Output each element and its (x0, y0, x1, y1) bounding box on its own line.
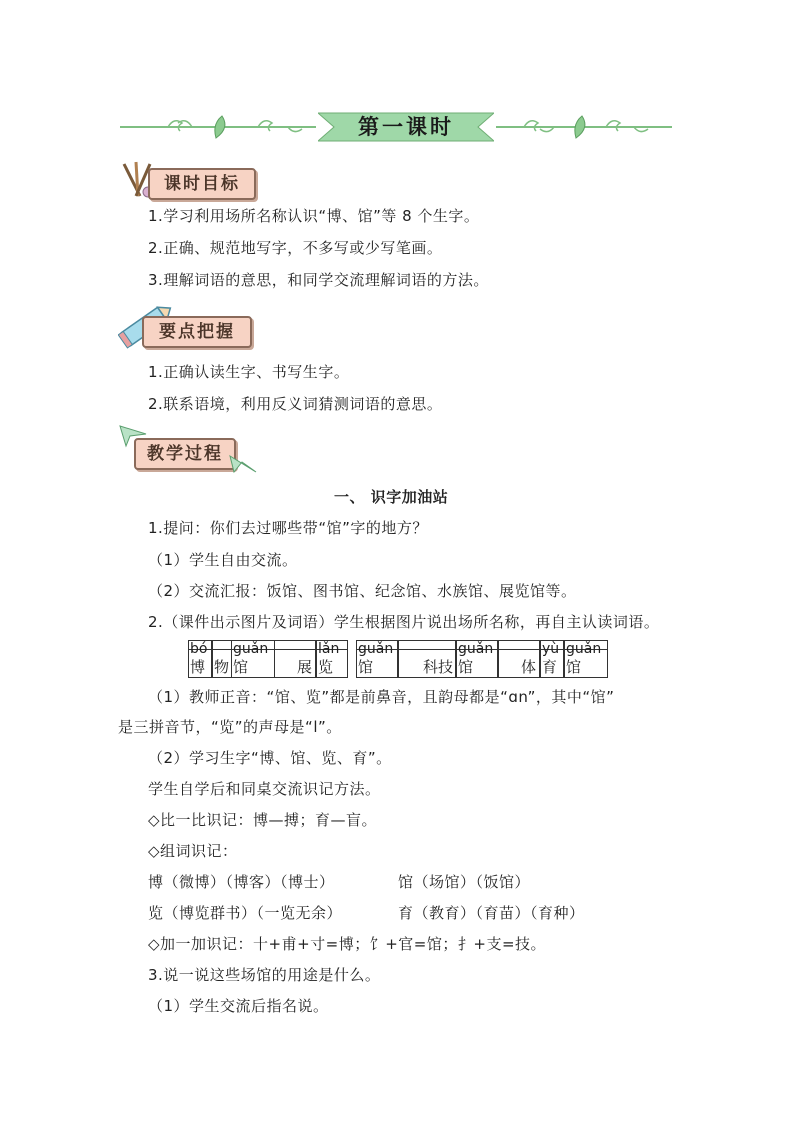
hanzi-text: 馆 (458, 658, 474, 676)
goal-line: 1.学习利用场所名称认识“博、馆”等 8 个生字。 (148, 207, 480, 225)
pinyin-text: guǎn (233, 641, 269, 657)
section-tag-goals: 课时目标 (148, 168, 256, 200)
pinyin-box (316, 640, 348, 678)
pinyin-box (212, 640, 232, 678)
goal-line: 3.理解词语的意思，和同学交流理解词语的方法。 (148, 271, 489, 289)
body-line: 学生自学后和同桌交流识记方法。 (148, 780, 381, 798)
body-line: ◇加一加识记：十+甫+寸=博；饣+官=馆；扌+支=技。 (148, 935, 547, 953)
hanzi-text: 科技 (423, 658, 454, 676)
pinyin-box (498, 640, 540, 678)
pinyin-text: yù (542, 641, 560, 657)
body-line: ◇比一比识记：博—搏；育—盲。 (148, 811, 378, 829)
body-line: 3.说一说这些场馆的用途是什么。 (148, 966, 381, 984)
section-tag-keypoints: 要点把握 (142, 316, 252, 348)
pinyin-box (540, 640, 564, 678)
hanzi-text: 馆 (233, 658, 249, 676)
pinyin-text: guǎn (566, 641, 602, 657)
title-vine-left (118, 112, 318, 142)
body-line: （1）学生自由交流。 (148, 551, 298, 569)
part-heading: 一、 识字加油站 (334, 488, 449, 506)
pinyin-text: guǎn (458, 641, 494, 657)
section-tag-process: 教学过程 (134, 438, 236, 470)
pinyin-box (456, 640, 498, 678)
body-line: （2）交流汇报：饭馆、图书馆、纪念馆、水族馆、展览馆等。 (148, 582, 577, 600)
body-line: （1）教师正音：“馆、览”都是前鼻音，且韵母都是“ɑn”，其中“馆” (148, 688, 615, 706)
body-line: 1.提问：你们去过哪些带“馆”字的地方？ (148, 519, 428, 537)
hanzi-text: 体 (521, 658, 537, 676)
pinyin-text: guǎn (358, 641, 394, 657)
body-line: ◇组词识记： (148, 842, 238, 860)
pinyin-box (188, 640, 212, 678)
hanzi-text: 物 (214, 658, 230, 676)
hanzi-text: 馆 (358, 658, 374, 676)
body-line: （2）学习生字“博、馆、览、育”。 (148, 749, 392, 767)
hanzi-text: 馆 (566, 658, 582, 676)
pinyin-text: bó (190, 641, 208, 657)
hanzi-text: 博 (190, 658, 206, 676)
body-line: 览（博览群书）（一览无余） (148, 904, 343, 922)
pinyin-box (564, 640, 608, 678)
keypoint-line: 1.正确认读生字、书写生字。 (148, 363, 350, 381)
pinyin-text: lǎn (318, 641, 340, 657)
pinyin-box (356, 640, 398, 678)
body-line: 2.（课件出示图片及词语）学生根据图片说出场所名称，再自主认读词语。 (148, 613, 660, 631)
body-line: 馆（场馆）（饭馆） (398, 873, 531, 891)
keypoint-line: 2.联系语境，利用反义词猜测词语的意思。 (148, 395, 443, 413)
hanzi-text: 展 (297, 658, 313, 676)
pinyin-box (231, 640, 275, 678)
body-line: 育（教育）（育苗）（育种） (398, 904, 585, 922)
goal-line: 2.正确、规范地写字，不多写或少写笔画。 (148, 239, 443, 257)
title-banner (318, 109, 494, 145)
pinyin-box (274, 640, 316, 678)
page-title: 第一课时 (358, 114, 454, 139)
hanzi-text: 览 (318, 658, 334, 676)
pinyin-box (398, 640, 456, 678)
paper-plane-icon (228, 450, 258, 476)
hanzi-text: 育 (542, 658, 558, 676)
title-vine-right (494, 112, 674, 142)
body-line: 是三拼音节，“览”的声母是“l”。 (118, 718, 342, 736)
body-line: （1）学生交流后指名说。 (148, 997, 329, 1015)
body-line: 博（微博）（博客）（博士） (148, 873, 335, 891)
